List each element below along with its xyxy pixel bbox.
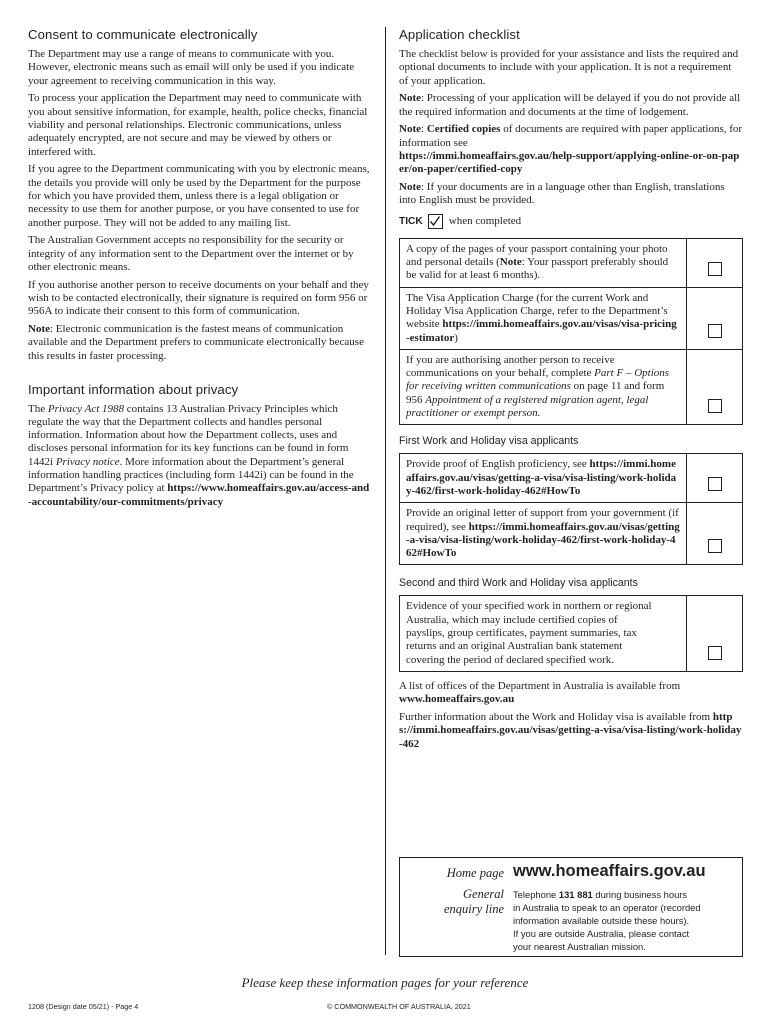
consent-heading: Consent to communicate electronically bbox=[28, 27, 258, 42]
column-divider bbox=[385, 27, 386, 955]
authorised-person-checkbox[interactable] bbox=[708, 399, 722, 413]
keep-reference-note: Please keep these information pages for your reference bbox=[241, 975, 529, 990]
checklist-row bbox=[400, 349, 743, 424]
visa-charge-checkbox[interactable] bbox=[708, 324, 722, 338]
consent-note bbox=[28, 323, 372, 363]
consent-paragraph-2: To process your application the Department may need to communicate with you about sensitive information, for example, health, police checks, financial viability and personal relationships. Electronic communications, unless adequately encrypted, are not secure and may be viewed by others or interfered with. bbox=[28, 92, 368, 158]
second-applicants-heading: Second and third Work and Holiday visa applicants bbox=[399, 577, 638, 590]
homeaffairs-link[interactable]: www.homeaffairs.gov.au bbox=[399, 693, 515, 706]
tick-label: TICK bbox=[399, 215, 423, 227]
form-page-info: 1208 (Design date 05/21) - Page 4 bbox=[28, 1002, 139, 1011]
checklist-row bbox=[400, 454, 743, 503]
copyright: © COMMONWEALTH OF AUSTRALIA, 2021 bbox=[327, 1002, 471, 1011]
checklist-item-english: Provide proof of English proficiency, see https://immi.homeaffairs.gov.au/visas/getting-a-visa/visa-listing/work-holiday-462/first-work-holiday-462#HowTo bbox=[400, 454, 687, 503]
tick-example-icon bbox=[428, 214, 443, 229]
consent-paragraph-5: If you authorise another person to receive documents on your behalf and they wish to be contacted electronically, their signature is required on form 956 or 956A to indicate their consent to this form of communication. bbox=[28, 278, 369, 318]
further-info-paragraph: Further information about the Work and Holiday visa is available from https://immi.homeaffairs.gov.au/visas/getting-a-visa/visa-listing/work-holiday-462 bbox=[399, 710, 742, 750]
privacy-notice-title: Privacy notice bbox=[55, 455, 120, 468]
english-proficiency-link[interactable]: https://immi.homeaffairs.gov.au/visas/getting-a-visa/visa-listing/work-holiday-462/first-work-holiday-462#HowTo bbox=[406, 458, 677, 497]
checklist-intro: The checklist below is provided for your assistance and lists the required and optional documents to include with your application. It is not a requirement of your application. bbox=[399, 48, 739, 87]
right-column bbox=[399, 27, 743, 755]
checklist-row bbox=[400, 596, 743, 671]
note-text: : Electronic communication is the fastest means of communication available and the Department prefers to communicate electronically because this results in faster processing. bbox=[28, 323, 364, 362]
privacy-heading: Important information about privacy bbox=[28, 381, 239, 397]
home-page-link[interactable]: www.homeaffairs.gov.au bbox=[513, 862, 706, 880]
checklist-heading: Application checklist bbox=[399, 27, 520, 42]
enquiry-info: Telephone 131 881 during business hours in Australia to speak to an operator (recorded information available outside these hours). If you are outside Australia, please contact your nearest Australian mission. bbox=[513, 889, 701, 952]
english-checkbox[interactable] bbox=[708, 477, 722, 491]
general-label: General bbox=[463, 887, 504, 901]
certified-copies-term: Certified copies bbox=[426, 123, 501, 136]
checklist-item-support-letter: Provide an original letter of support from your government (if required), see https://immi.homeaffairs.gov.au/visas/getting-a-visa/visa-listing/work-holiday-462/first-work-holiday-462#HowTo bbox=[400, 503, 687, 565]
passport-checkbox[interactable] bbox=[708, 262, 722, 276]
consent-paragraph-1: The Department may use a range of means to communicate with you. However, electronic means such as email will only be used if you indicate your agreement to receiving communication in this way. bbox=[28, 48, 355, 87]
work-holiday-link[interactable]: https://immi.homeaffairs.gov.au/visas/getting-a-visa/visa-listing/work-holiday-462 bbox=[399, 710, 742, 750]
home-page-label: Home page bbox=[446, 866, 504, 880]
consent-paragraph-3: If you agree to the Department communicating with you by electronic means, the details you provide will only be used by the Department for the purpose for which you have provided them, unless there is a legal obligation or necessity to use them for another purpose, or you have consented to use for another purpose. They will not be added to any mailing list. bbox=[28, 163, 370, 229]
checklist-second-table bbox=[399, 595, 743, 671]
checklist-general-table bbox=[399, 238, 743, 426]
checklist-item-passport: A copy of the pages of your passport containing your photo and personal details (Note: Your passport preferably should be valid for at least 6 months). bbox=[400, 238, 687, 287]
support-letter-link[interactable]: https://immi.homeaffairs.gov.au/visas/getting-a-visa/visa-listing/work-holiday-462/first-work-holiday-462#HowTo bbox=[406, 520, 680, 560]
checklist-row bbox=[400, 287, 743, 349]
checklist-note-2: Note: Certified copies of documents are required with paper applications, for information see https://immi.homeaffairs.gov.au/help-support/applying-online-or-on-paper/on-paper/certified-copy bbox=[399, 123, 743, 176]
checklist-note-3: Note: If your documents are in a language other than English, translations into English must be provided. bbox=[399, 181, 725, 207]
privacy-paragraph: The Privacy Act 1988 contains 13 Australian Privacy Principles which regulate the way that the Department collects and handles personal information. Information about how the Department collects, uses and discloses personal information for its key functions can be found in form 1442i Privacy notice. More information about the Department’s general information handling practices (including form 1442i) can be found in the Department’s Privacy policy at https://www.homeaffairs.gov.au/access-and-accountability/our-commitments/privacy bbox=[28, 402, 370, 508]
support-letter-checkbox[interactable] bbox=[708, 539, 722, 553]
note-label: Note bbox=[28, 323, 50, 336]
phone-number[interactable]: 131 881 bbox=[558, 889, 593, 900]
privacy-policy-link[interactable]: https://www.homeaffairs.gov.au/access-and-accountability/our-commitments/privacy bbox=[28, 482, 370, 508]
consent-paragraph-4: The Australian Government accepts no responsibility for the security or integrity of any information sent to the Department over the internet or by other electronic means. bbox=[28, 234, 354, 273]
checklist-item-specified-work: Evidence of your specified work in northern or regional Australia, which may include certified copies of payslips, group certificates, payment summaries, tax returns and an original Australian bank statement covering the period of declared specified work. bbox=[400, 596, 687, 671]
certified-copy-link[interactable]: https://immi.homeaffairs.gov.au/help-support/applying-online-or-on-paper/on-paper/certified-copy bbox=[399, 150, 740, 176]
enquiry-line-label: enquiry line bbox=[443, 902, 504, 916]
checklist-row bbox=[400, 238, 743, 287]
left-column bbox=[28, 27, 372, 513]
checklist-first-table bbox=[399, 453, 743, 565]
specified-work-checkbox[interactable] bbox=[708, 646, 722, 660]
visa-pricing-link[interactable]: https://immi.homeaffairs.gov.au/visas/visa-pricing-estimator bbox=[406, 318, 677, 344]
checklist-row bbox=[400, 503, 743, 565]
tick-instruction-text: when completed bbox=[448, 215, 522, 228]
first-applicants-heading: First Work and Holiday visa applicants bbox=[399, 435, 579, 448]
tick-instruction bbox=[399, 214, 743, 229]
checklist-item-authorised-person: If you are authorising another person to receive communications on your behalf, complete Part F – Options for receiving written communications on page 11 and form 956 Appointment of a registered migration agent, legal practitioner or exempt person. bbox=[400, 349, 687, 424]
privacy-act-title: Privacy Act 1988 bbox=[47, 402, 125, 415]
checklist-item-visa-charge: The Visa Application Charge (for the current Work and Holiday Visa Application Charge, refer to the Department’s website https://immi.homeaffairs.gov.au/visas/visa-pricing-estimator) bbox=[400, 287, 687, 349]
checklist-note-1: Note: Processing of your application will be delayed if you do not provide all the required information and documents at the time of lodgement. bbox=[399, 92, 741, 118]
contact-box bbox=[399, 857, 743, 957]
offices-paragraph: A list of offices of the Department in Australia is available from www.homeaffairs.gov.au bbox=[399, 679, 681, 706]
